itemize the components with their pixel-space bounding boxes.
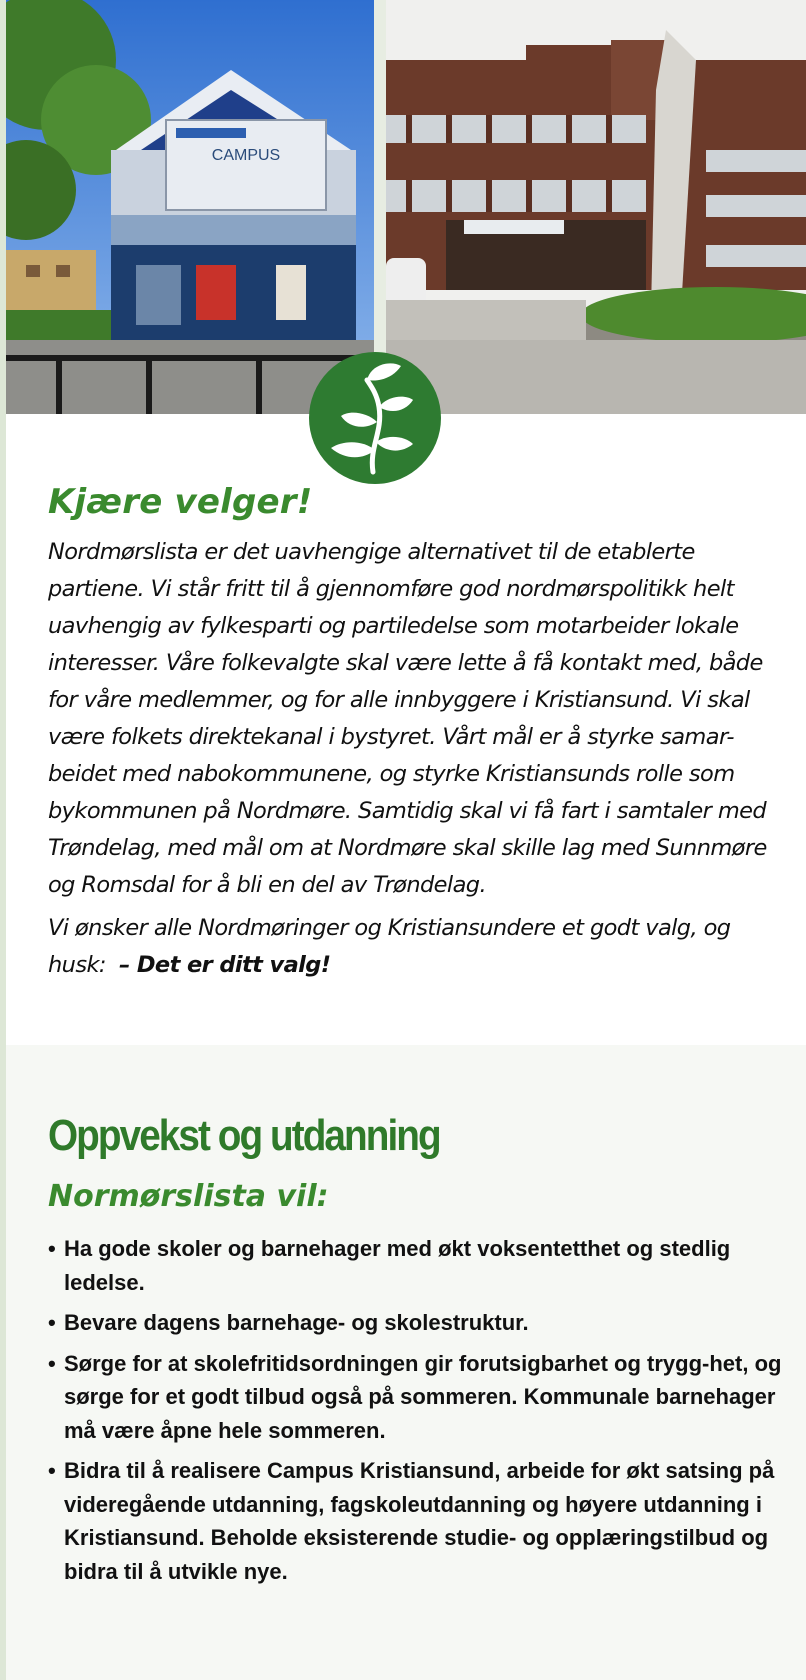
list-item-text: Ha gode skoler og barnehager med økt voksentetthet og stedlig ledelse. bbox=[64, 1236, 731, 1295]
campus-sign-text: CAMPUS bbox=[211, 147, 281, 164]
list-item-text: Sørge for at skolefritidsordningen gir forutsigbarhet og trygg-het, og sørge for et godt tilbud også på sommeren. Kommunale barnehager må være åpne hele sommeren. bbox=[64, 1350, 782, 1443]
list-item bbox=[48, 1232, 788, 1299]
bullet-icon: • bbox=[48, 1310, 56, 1335]
intro-closing bbox=[48, 910, 788, 984]
list-item-text: Bevare dagens barnehage- og skolestruktur. bbox=[64, 1310, 529, 1335]
intro-body: Nordmørslista er det uavhengige alternativet til de etablerte partiene. Vi står fritt til å gjennomføre god nordmørspolitikk helt uavhengig av fylkesparti og partiledelse som motarbeider lokale interesser. Våre folkevalgte skal være lette å få kontakt med, både for våre medlemmer, og for alle innbyggere i Kristiansund. Vi skal være folkets direktekanal i bystyret. Vårt mål er å styrke samar-beidet med nabokommunene, og styrke Kristiansunds rolle som bykommunen på Nordmøre. Samtidig skal vi få fart i samtaler med Trøndelag, med mål om at Nordmøre skal skille lag med Sunnmøre og Romsdal for å bli en del av Trøndelag. bbox=[48, 539, 767, 898]
section-subtitle: Normørslista vil: bbox=[48, 1179, 329, 1214]
intro-closing-text: Vi ønsker alle Nordmøringer og Kristiansundere et godt valg, og husk: bbox=[48, 915, 731, 978]
policy-list bbox=[48, 1232, 788, 1588]
list-item bbox=[48, 1454, 788, 1588]
section-title: Oppvekst og utdanning bbox=[48, 1111, 440, 1160]
intro-closing-emphasis: – Det er ditt valg! bbox=[118, 952, 331, 978]
bullet-icon: • bbox=[48, 1350, 56, 1376]
policy-section bbox=[48, 1108, 788, 1595]
leaf-sprout-icon bbox=[309, 352, 441, 484]
list-item-text: Bidra til å realisere Campus Kristiansund, arbeide for økt satsing på videregående utdanning, fagskoleutdanning og høyere utdanning i Kristiansund. Beholde eksisterende studie- og opplæringstilbud og bidra til å utvikle nye. bbox=[64, 1458, 775, 1584]
town-hall-photo bbox=[386, 0, 806, 414]
bullet-icon: • bbox=[48, 1236, 56, 1261]
intro-title: Kjære velger! bbox=[48, 482, 313, 522]
intro-section bbox=[48, 478, 788, 984]
list-item bbox=[48, 1347, 788, 1448]
bullet-icon: • bbox=[48, 1458, 56, 1483]
list-item bbox=[48, 1306, 788, 1340]
